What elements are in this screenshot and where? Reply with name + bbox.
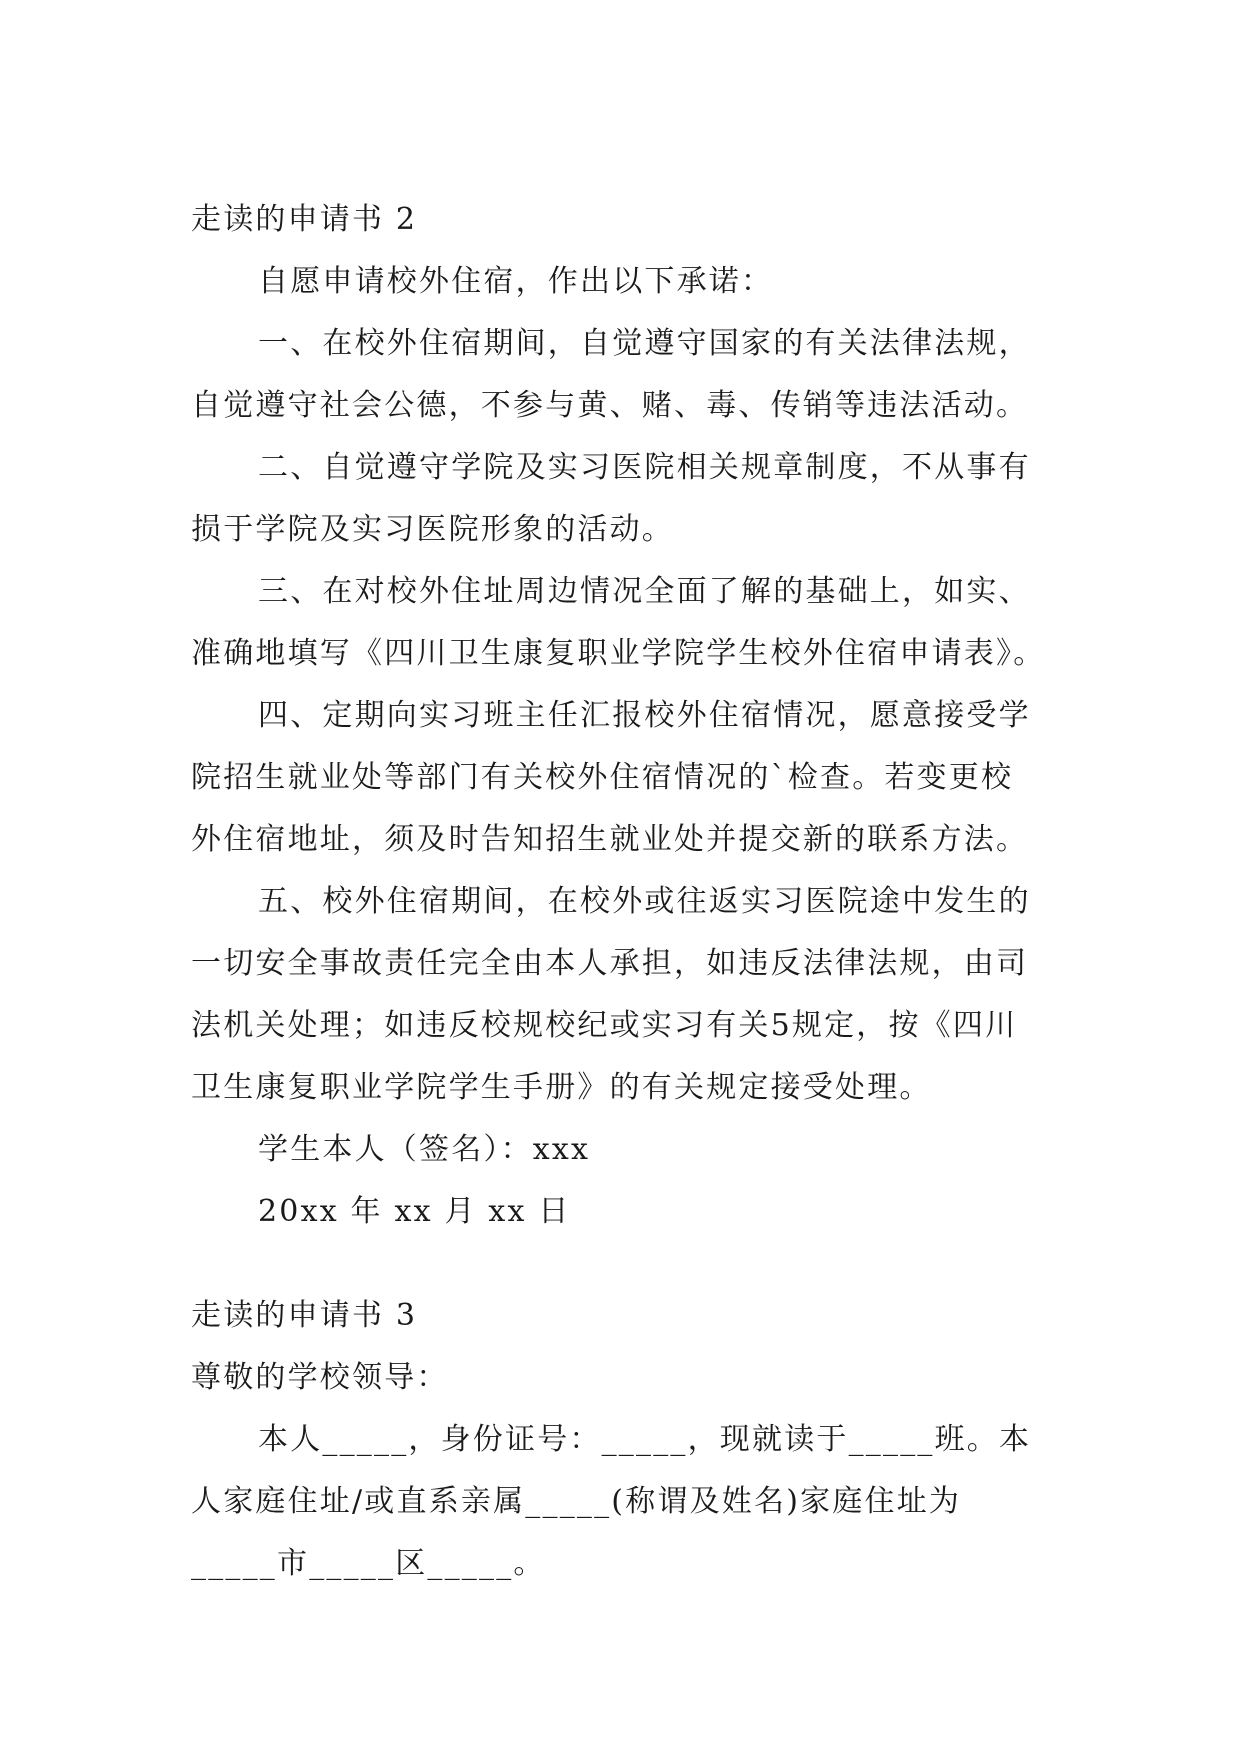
body-line: 法机关处理；如违反校规校纪或实习有关5规定，按《四川 [191,1008,1018,1043]
date-line: 20xx 年 xx 月 xx 日 [258,1194,571,1229]
body-line: 损于学院及实习医院形象的活动。 [191,512,674,547]
body-line: 外住宿地址，须及时告知招生就业处并提交新的联系方法。 [191,822,1029,857]
section3-salutation: 尊敬的学校领导： [191,1360,449,1395]
body-line: 自觉遵守社会公德，不参与黄、赌、毒、传销等违法活动。 [191,388,1029,423]
body-line: 四、定期向实习班主任汇报校外住宿情况，愿意接受学 [258,698,1031,733]
body-line: 人家庭住址/或直系亲属_____(称谓及姓名)家庭住址为 [191,1484,962,1519]
body-line: 一、在校外住宿期间，自觉遵守国家的有关法律法规， [258,326,1031,361]
body-line: 三、在对校外住址周边情况全面了解的基础上，如实、 [258,574,1031,609]
body-line: _____市_____区_____。 [191,1546,546,1581]
body-line: 本人_____，身份证号：_____，现就读于_____班。本 [258,1422,1032,1457]
body-line: 院招生就业处等部门有关校外住宿情况的`检查。若变更校 [191,760,1014,795]
section2-title: 走读的申请书 2 [191,202,418,237]
signature-line: 学生本人（签名）：xxx [258,1132,591,1167]
body-line: 二、自觉遵守学院及实习医院相关规章制度，不从事有 [258,450,1031,485]
section2-intro: 自愿申请校外住宿，作出以下承诺： [258,264,774,299]
body-line: 五、校外住宿期间，在校外或往返实习医院途中发生的 [258,884,1031,919]
section3-title: 走读的申请书 3 [191,1298,418,1333]
body-line: 准确地填写《四川卫生康复职业学院学生校外住宿申请表》。 [191,636,1046,671]
body-line: 卫生康复职业学院学生手册》的有关规定接受处理。 [191,1070,932,1105]
body-line: 一切安全事故责任完全由本人承担，如违反法律法规，由司 [191,946,1029,981]
